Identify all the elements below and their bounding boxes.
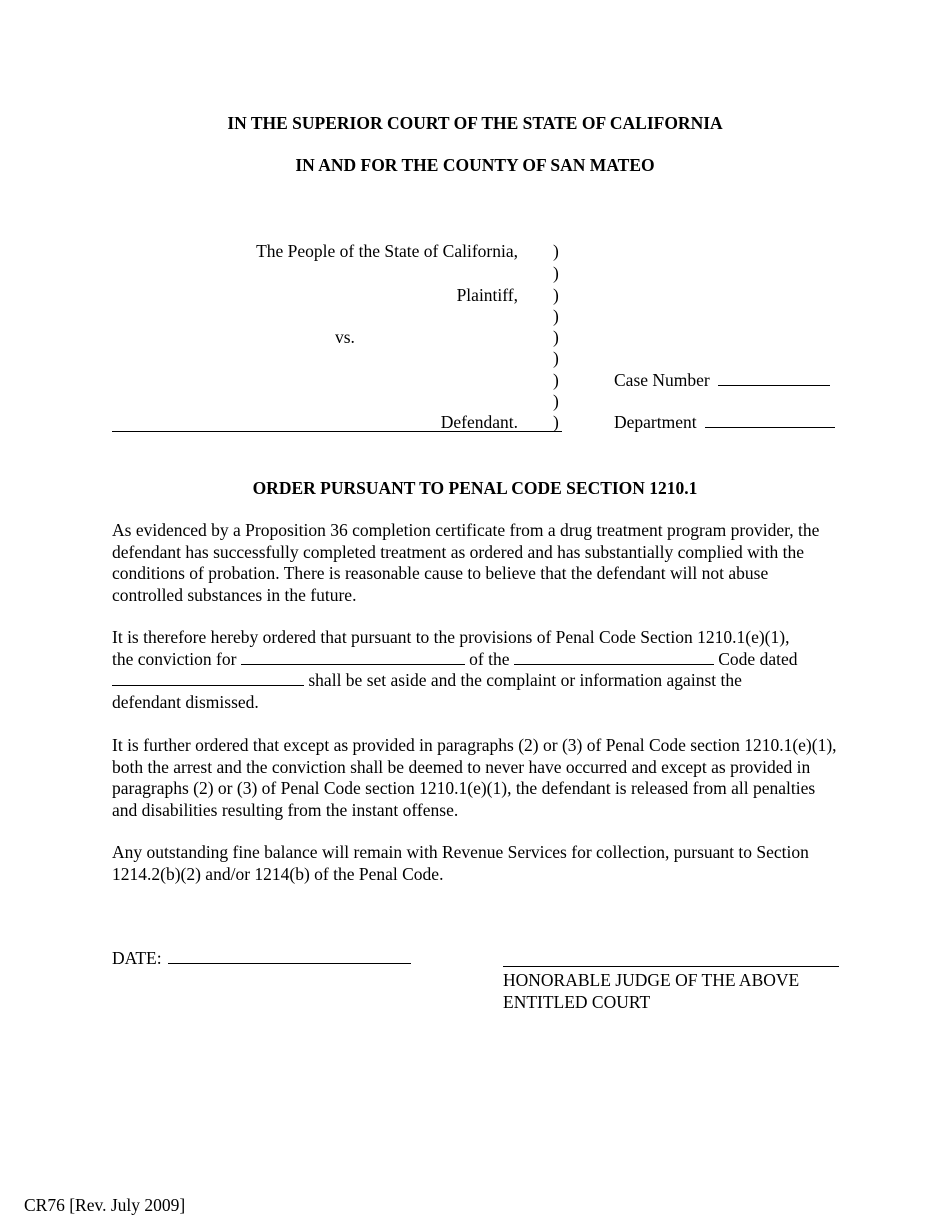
case-number-blank[interactable] bbox=[718, 370, 830, 386]
department-field bbox=[614, 412, 835, 433]
order-line-1: It is therefore hereby ordered that pursuant to the provisions of Penal Code Section 1210.1(e)(1), bbox=[112, 627, 790, 647]
order-line-3 bbox=[112, 670, 842, 692]
conviction-blank[interactable] bbox=[241, 649, 465, 665]
judge-title-line-1: HONORABLE JUDGE OF THE ABOVE bbox=[503, 970, 800, 990]
conviction-for-text: the conviction for bbox=[112, 648, 237, 669]
defendant-label: Defendant. bbox=[440, 412, 518, 432]
caption-paren: ) bbox=[553, 306, 559, 326]
versus-label: vs. bbox=[335, 327, 355, 347]
of-the-text: of the bbox=[469, 648, 510, 669]
judge-signature-block bbox=[503, 969, 799, 1013]
code-dated-text: Code dated bbox=[718, 648, 798, 669]
order-title: ORDER PURSUANT TO PENAL CODE SECTION 1210.1 bbox=[252, 478, 698, 498]
department-label: Department bbox=[614, 412, 697, 432]
court-heading: IN THE SUPERIOR COURT OF THE STATE OF CALIFORNIA bbox=[227, 113, 723, 133]
caption-paren: ) bbox=[553, 391, 559, 411]
case-number-field bbox=[614, 370, 830, 391]
order-line-4: defendant dismissed. bbox=[112, 691, 259, 712]
paragraph-further-order: It is further ordered that except as provided in paragraphs (2) or (3) of Penal Code section 1210.1(e)(1), both the arrest and the conviction shall be deemed to never have occurred and except as provided in paragraphs (2) or (3) of Penal Code section 1210.1(e)(1), the defendant is released from all penalties and disabilities resulting from the instant offense. bbox=[112, 735, 837, 820]
date-label: DATE: bbox=[112, 948, 162, 968]
caption-paren: ) bbox=[553, 348, 559, 368]
plaintiff-label: Plaintiff, bbox=[456, 285, 518, 305]
paragraph-evidence: As evidenced by a Proposition 36 completion certificate from a drug treatment program provider, the defendant has successfully completed treatment as ordered and has substantially complied with the conditions of probation. There is reasonable cause to believe that the defendant will not abuse controlled substances in the future. bbox=[112, 520, 820, 605]
judge-title-line-2: ENTITLED COURT bbox=[503, 992, 651, 1012]
paragraph-order bbox=[112, 627, 842, 713]
form-revision-id: CR76 [Rev. July 2009] bbox=[24, 1195, 186, 1215]
department-blank[interactable] bbox=[705, 412, 835, 428]
caption-underline bbox=[112, 431, 562, 432]
plaintiff-name: The People of the State of California, bbox=[256, 241, 518, 261]
set-aside-text: shall be set aside and the complaint or information against the bbox=[308, 670, 742, 690]
case-number-label: Case Number bbox=[614, 370, 710, 390]
caption-paren: ) bbox=[553, 327, 559, 347]
judge-signature-line[interactable] bbox=[503, 966, 839, 967]
date-of-conviction-blank[interactable] bbox=[112, 670, 304, 686]
caption-paren: ) bbox=[553, 263, 559, 283]
caption-paren: ) bbox=[553, 370, 559, 390]
caption-paren: ) bbox=[553, 412, 559, 432]
date-blank[interactable] bbox=[168, 948, 411, 964]
code-blank[interactable] bbox=[514, 649, 714, 665]
county-heading: IN AND FOR THE COUNTY OF SAN MATEO bbox=[295, 155, 655, 175]
date-field bbox=[112, 948, 411, 969]
caption-paren: ) bbox=[553, 241, 559, 261]
caption-paren: ) bbox=[553, 285, 559, 305]
order-line-2 bbox=[112, 649, 842, 671]
paragraph-fine-balance: Any outstanding fine balance will remain with Revenue Services for collection, pursuant to Section 1214.2(b)(2) and/or 1214(b) of the Penal Code. bbox=[112, 842, 809, 884]
